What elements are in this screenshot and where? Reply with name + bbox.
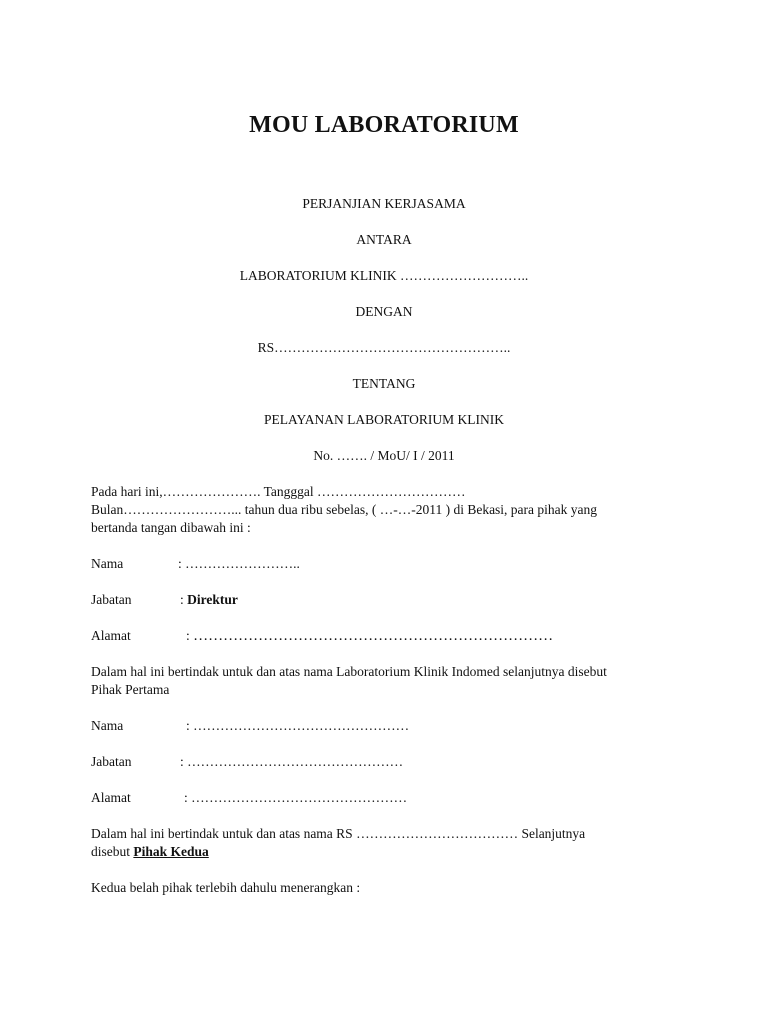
closing-line: Kedua belah pihak terlebih dahulu menerangkan : — [91, 880, 361, 895]
party1-alamat-row — [186, 628, 553, 645]
party1-nama-value: : …………………….. — [178, 556, 300, 571]
party1-statement-line-1: Dalam hal ini bertindak untuk dan atas nama Laboratorium Klinik Indomed selanjutnya disebut — [91, 664, 607, 679]
party2-jabatan-label: Jabatan — [91, 754, 132, 769]
header-line-service: PELAYANAN LABORATORIUM KLINIK — [263, 412, 504, 427]
header-line-with: DENGAN — [355, 304, 413, 319]
party1-alamat-value: ……………………………………………………………… — [193, 628, 554, 644]
intro-line-3: bertanda tangan dibawah ini : — [91, 520, 251, 535]
party2-role-label: Pihak Kedua — [133, 844, 209, 859]
intro-line-2: Bulan……………………... tahun dua ribu sebelas, ( …-…-2011 ) di Bekasi, para pihak yang — [91, 502, 598, 517]
party2-alamat-label: Alamat — [91, 790, 131, 805]
intro-line-1: Pada hari ini,…………………. Tangggal …………………………… — [91, 484, 466, 499]
header-line-agreement: PERJANJIAN KERJASAMA — [302, 196, 466, 211]
party2-alamat-value: : ………………………………………… — [184, 790, 408, 805]
party2-statement-line-1: Dalam hal ini bertindak untuk dan atas nama RS ……………………………… Selanjutnya — [91, 826, 586, 841]
header-line-between: ANTARA — [356, 232, 412, 247]
party1-jabatan-label: Jabatan — [91, 592, 132, 607]
party1-jabatan-separator: : — [180, 592, 184, 607]
party2-statement-prefix: disebut — [91, 844, 130, 859]
header-line-about: TENTANG — [352, 376, 416, 391]
header-line-hospital: RS…………………………………………….. — [257, 340, 511, 355]
header-line-number: No. ……. / MoU/ I / 2011 — [313, 448, 455, 463]
party2-nama-value: : ………………………………………… — [186, 718, 410, 733]
party1-alamat-label: Alamat — [91, 628, 131, 643]
party1-nama-label: Nama — [91, 556, 124, 571]
party1-jabatan-value: Direktur — [187, 592, 238, 607]
party1-statement-line-2: Pihak Pertama — [91, 682, 170, 697]
document-title: MOU LABORATORIUM — [249, 112, 519, 138]
party1-jabatan-row — [180, 592, 238, 608]
party2-jabatan-value: : ………………………………………… — [180, 754, 404, 769]
party2-statement-line-2 — [91, 844, 209, 860]
party2-nama-label: Nama — [91, 718, 124, 733]
header-line-lab: LABORATORIUM KLINIK ……………………….. — [239, 268, 529, 283]
party1-alamat-separator: : — [186, 628, 190, 643]
